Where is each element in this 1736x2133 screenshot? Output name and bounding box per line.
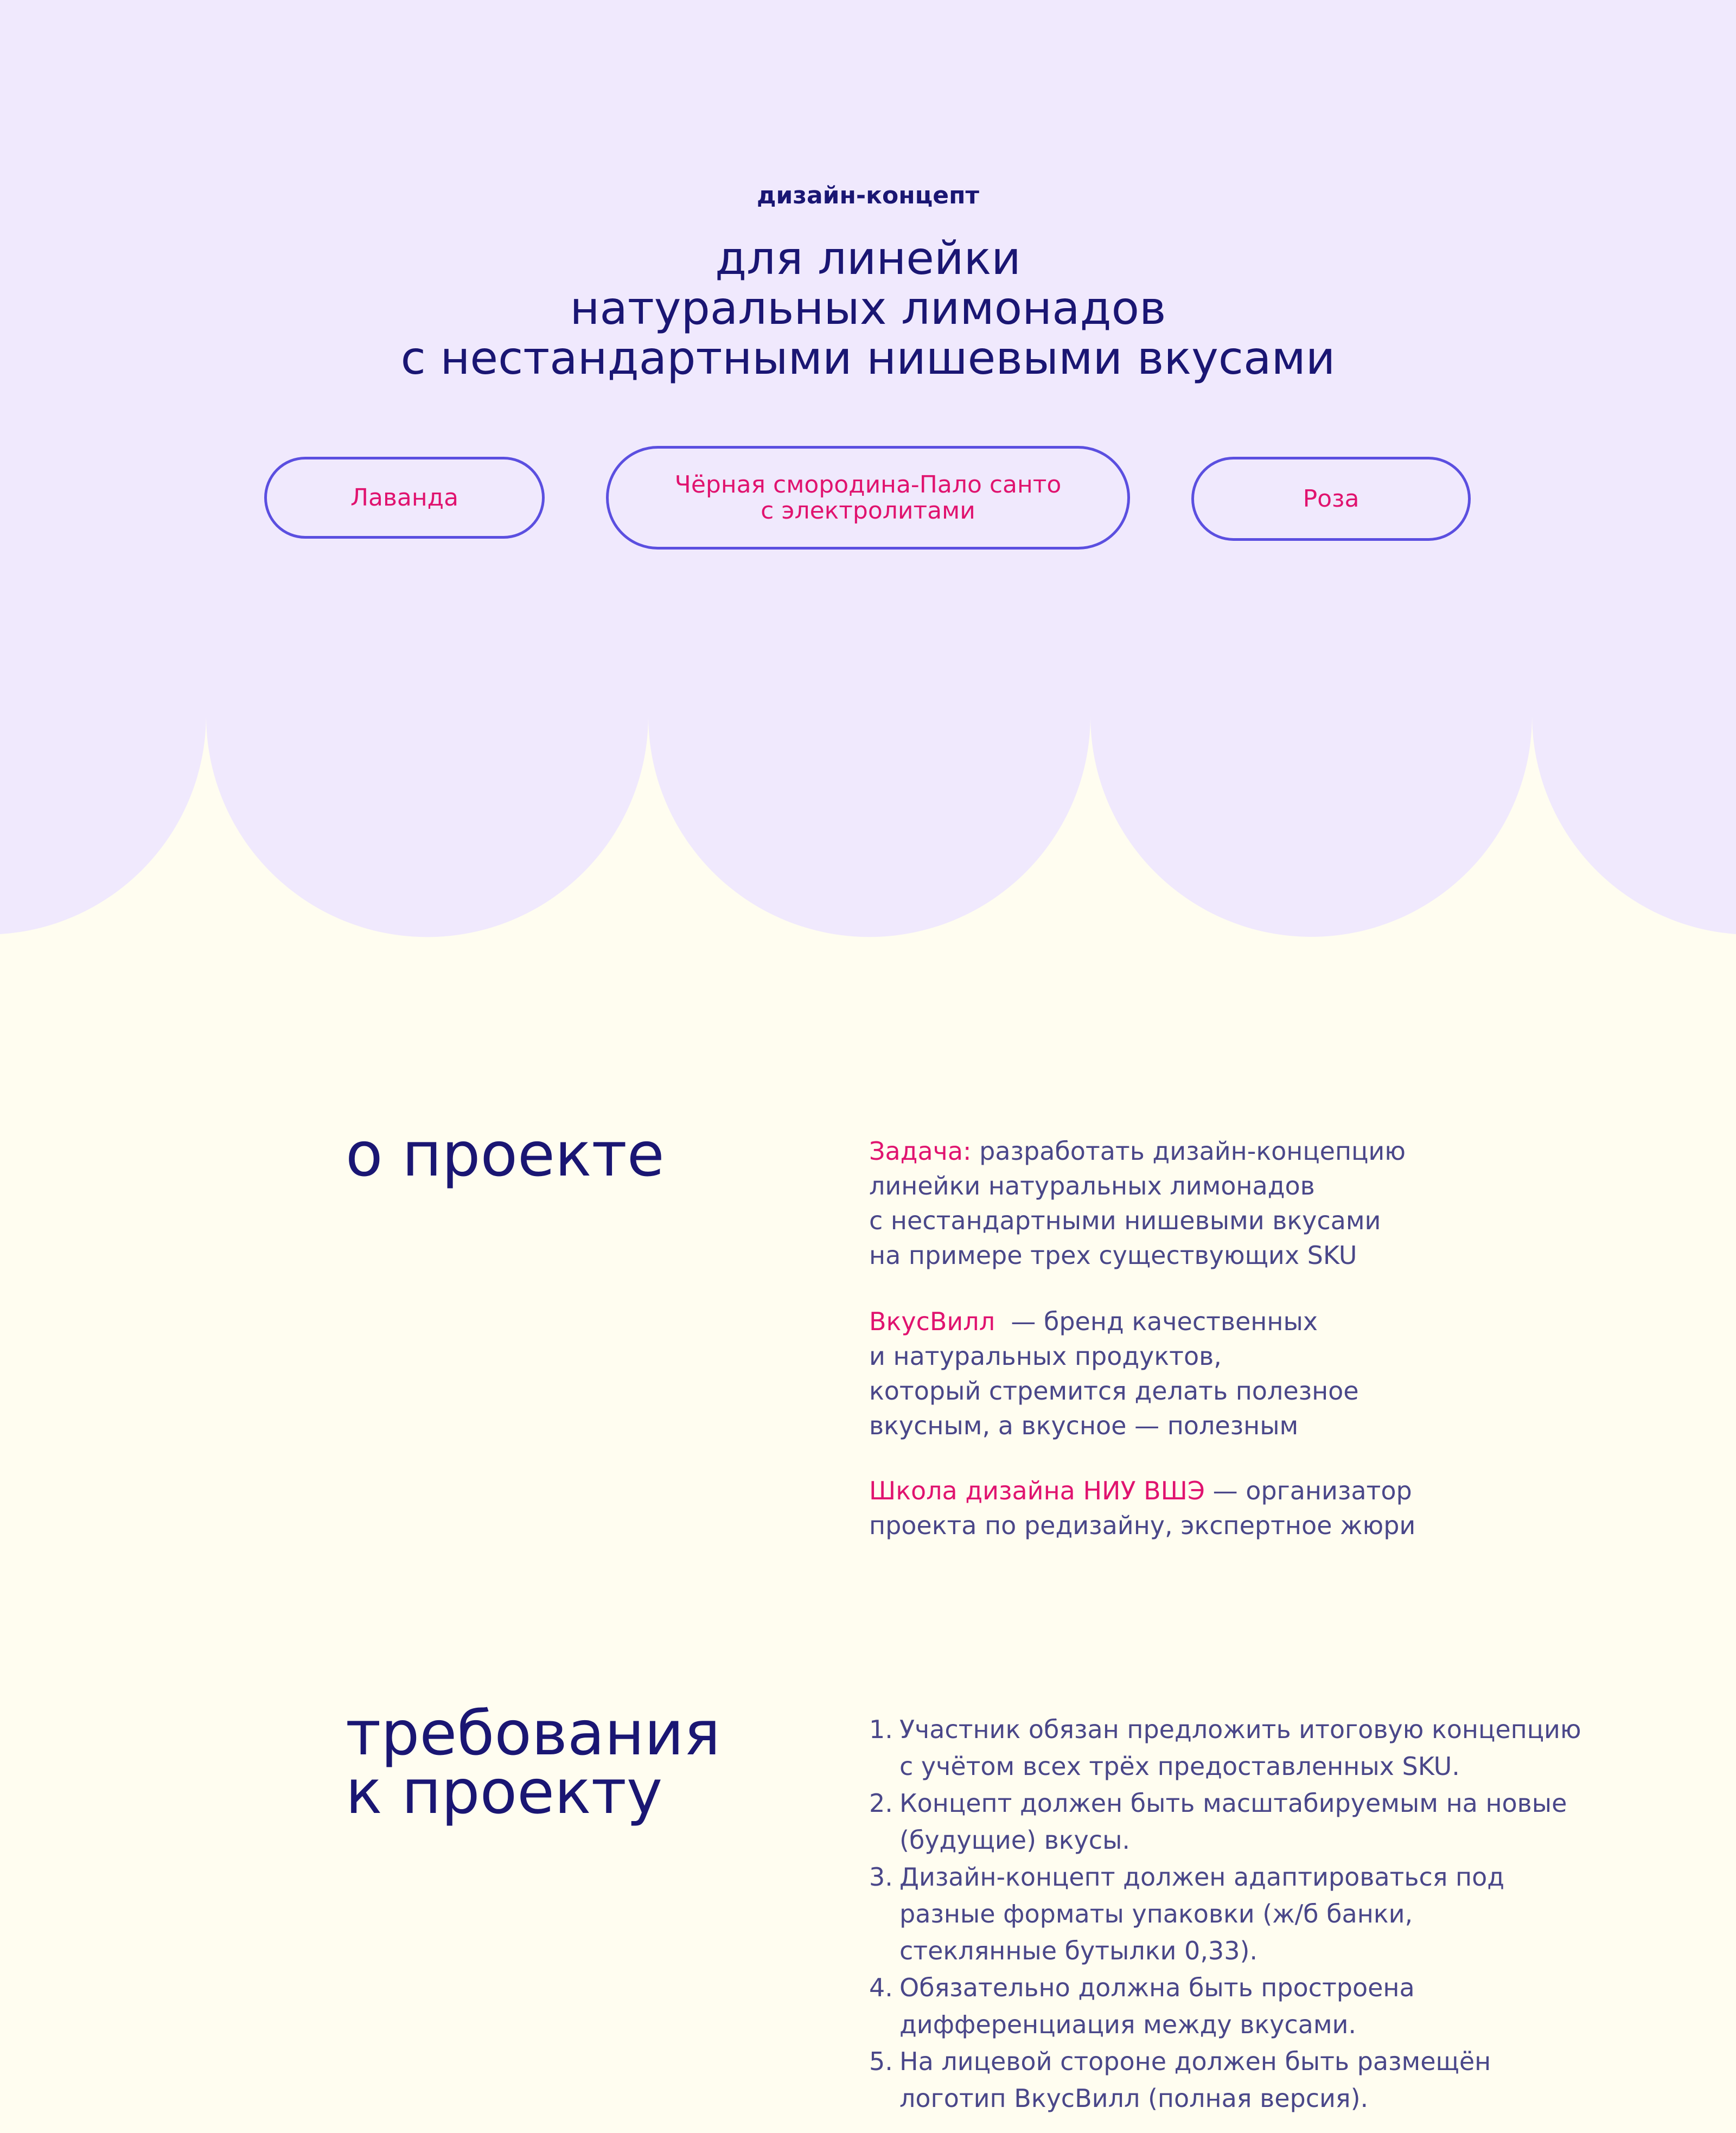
requirement-line: (будущие) вкусы. (899, 1825, 1131, 1855)
flavor-pill-rose[interactable] (1191, 457, 1471, 541)
paragraph-line: проекта по редизайну, экспертное жюри (869, 1511, 1416, 1540)
requirement-line: дифференциация между вкусами. (899, 2010, 1357, 2039)
requirements-list (869, 1711, 1639, 2117)
about-task-paragraph (869, 1134, 1574, 1273)
organizer-text: — организатор (1204, 1476, 1412, 1505)
requirement-line: с учётом всех трёх предоставленных SKU. (899, 1752, 1460, 1781)
paragraph-line: вкусным, а вкусное — полезным (869, 1411, 1299, 1440)
about-organizer-paragraph (869, 1473, 1574, 1543)
about-brand-paragraph (869, 1304, 1574, 1443)
requirement-number: 2. (869, 1789, 893, 1818)
requirement-item (869, 2043, 1639, 2117)
requirement-line: логотип ВкусВилл (полная версия). (899, 2084, 1369, 2113)
paragraph-line: который стремится делать полезное (869, 1376, 1359, 1406)
task-text: разработать дизайн-концепцию (971, 1136, 1406, 1166)
requirements-section-title (346, 1698, 720, 1828)
about-title-text: о проекте (346, 1120, 665, 1190)
requirement-number: 4. (869, 1973, 893, 2002)
scallop-border (0, 711, 1736, 938)
requirement-item (869, 1859, 1639, 1969)
about-section-title (346, 1120, 665, 1190)
flavor-pill-lavender[interactable] (264, 457, 545, 539)
paragraph-line: на примере трех существующих SKU (869, 1241, 1357, 1270)
hero-title-line: с нестандартными нишевыми вкусами (400, 331, 1336, 385)
flavor-pill-blackcurrant[interactable] (606, 446, 1130, 550)
paragraph-line (869, 1304, 1574, 1339)
requirements-title-line: требования (346, 1698, 720, 1769)
paragraph-line: с нестандартными нишевыми вкусами (869, 1206, 1381, 1235)
hero-title (0, 233, 1736, 383)
hero-eyebrow: дизайн-концепт (757, 182, 979, 209)
requirement-line: На лицевой стороне должен быть размещён (899, 2047, 1491, 2076)
paragraph-line: и натуральных продуктов, (869, 1342, 1222, 1371)
requirement-item (869, 1711, 1639, 1785)
requirement-line: Участник обязан предложить итоговую концепцию (899, 1715, 1581, 1744)
requirement-line: разные форматы упаковки (ж/б банки, (899, 1899, 1413, 1928)
brand-text: — бренд качественных (995, 1307, 1318, 1336)
requirement-line: Концепт должен быть масштабируемым на новые (899, 1789, 1567, 1818)
hero-title-line: натуральных лимонадов (570, 282, 1166, 335)
organizer-name: Школа дизайна НИУ ВШЭ (869, 1476, 1205, 1505)
paragraph-line (869, 1473, 1574, 1508)
flavor-pill-label: Чёрная смородина-Пало санто (674, 470, 1062, 499)
task-label: Задача: (869, 1136, 972, 1166)
requirement-line: Дизайн-концепт должен адаптироваться под (899, 1862, 1505, 1892)
requirements-title-line: к проекту (346, 1757, 663, 1828)
requirement-number: 5. (869, 2047, 893, 2076)
flavor-pill-label: с электролитами (761, 496, 975, 525)
requirement-line: Обязательно должна быть простроена (899, 1973, 1415, 2002)
requirement-number: 1. (869, 1715, 893, 1744)
flavor-pill-label: Роза (1303, 484, 1360, 513)
requirement-item (869, 1785, 1639, 1859)
paragraph-line: линейки натуральных лимонадов (869, 1171, 1315, 1200)
requirement-item (869, 1969, 1639, 2043)
requirement-line: стеклянные бутылки 0,33). (899, 1936, 1258, 1965)
flavor-pill-label: Лаванда (350, 483, 459, 512)
hero-title-line: для линейки (715, 232, 1021, 285)
brand-name: ВкусВилл (869, 1307, 995, 1336)
paragraph-line (869, 1134, 1574, 1168)
requirement-number: 3. (869, 1862, 893, 1892)
